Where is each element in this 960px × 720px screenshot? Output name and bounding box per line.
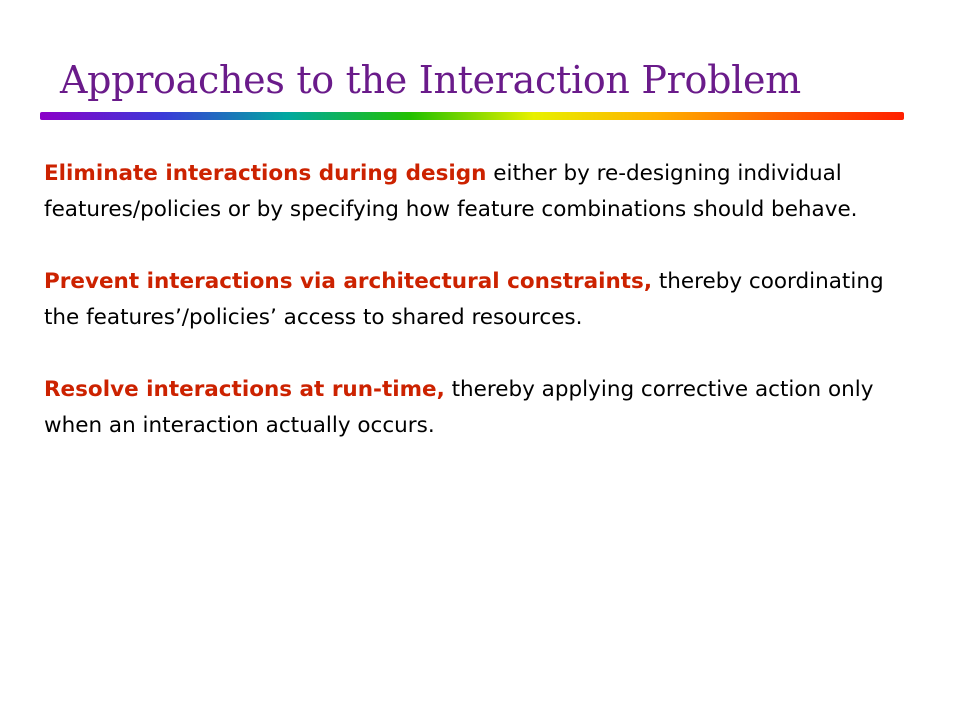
bullet-resolve-text: thereby applying corrective action only when an interaction actually occurs.	[44, 377, 874, 438]
bullet-eliminate-lead: Eliminate interactions during design	[44, 161, 487, 186]
rainbow-divider	[40, 112, 904, 120]
bullet-eliminate	[44, 156, 924, 228]
bullet-prevent-lead: Prevent interactions via architectural constraints,	[44, 269, 652, 294]
slide-body	[44, 156, 924, 480]
bullet-eliminate-text: either by re-designing individual features/policies or by specifying how feature combinations should behave.	[44, 161, 858, 222]
bullet-prevent-text: thereby coordinating the features’/policies’ access to shared resources.	[44, 269, 884, 330]
bullet-prevent	[44, 264, 924, 336]
bullet-resolve-lead: Resolve interactions at run-time,	[44, 377, 445, 402]
page-title: Approaches to the Interaction Problem	[60, 58, 801, 102]
bullet-resolve	[44, 372, 924, 444]
